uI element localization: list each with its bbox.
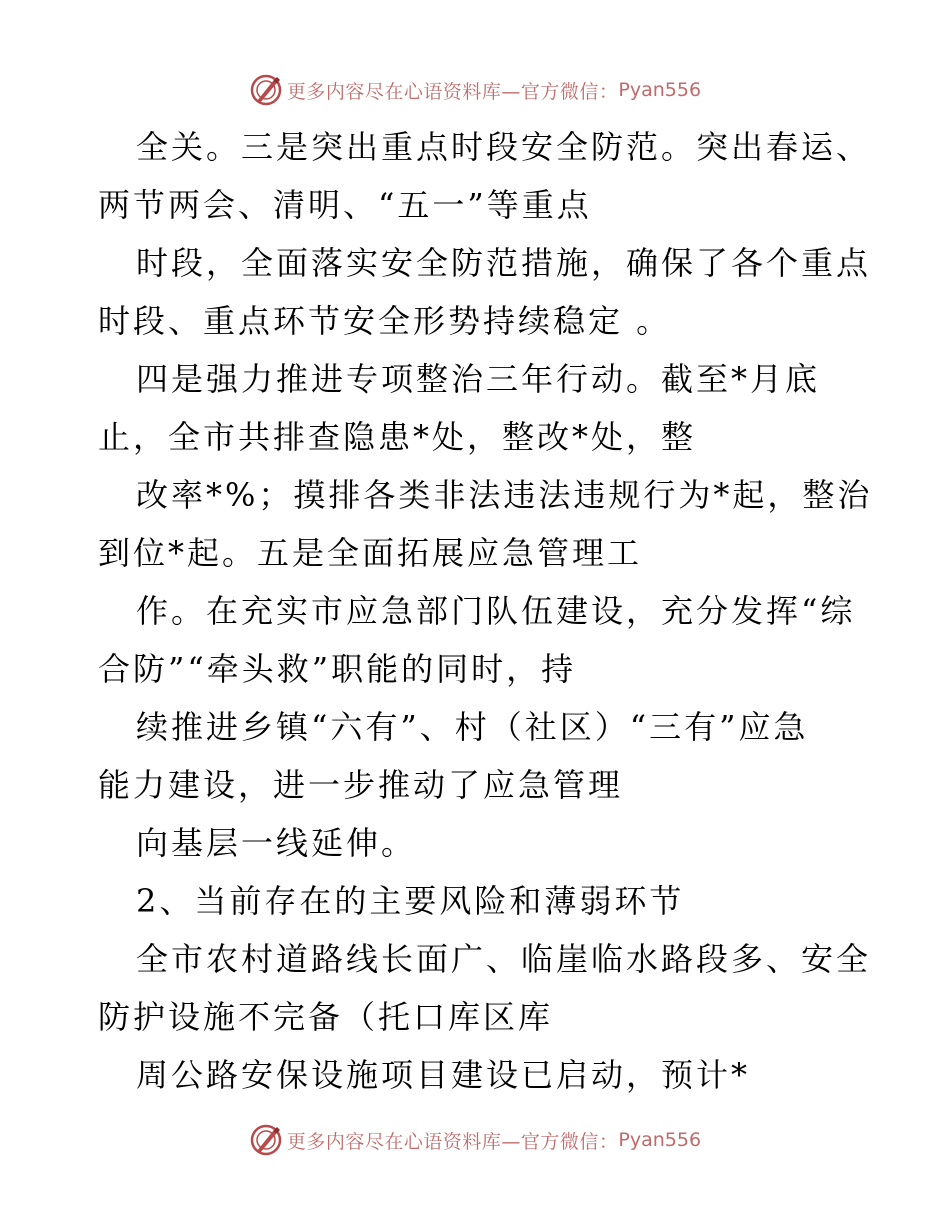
pen-logo-icon <box>249 73 283 107</box>
header-watermark <box>0 70 950 110</box>
text-line: 改率*%；摸排各类非法违法违规行为*起，整治 <box>136 476 873 514</box>
text-line: 时段、重点环节安全形势持续稳定 。 <box>98 302 672 340</box>
watermark-wechat-id: Pyan556 <box>618 1129 702 1151</box>
text-line: 向基层一线延伸。 <box>136 824 417 862</box>
text-line: 止，全市共排查隐患*处，整改*处，整 <box>98 418 697 456</box>
text-line: 续推进乡镇“六有”、村（社区）“三有”应急 <box>136 708 809 746</box>
text-line: 合防”“牵头救”职能的同时，持 <box>98 650 577 688</box>
text-line: 防护设施不完备（托口库区库 <box>98 998 554 1036</box>
text-line: 四是强力推进专项整治三年行动。截至*月底 <box>136 360 821 398</box>
text-line: 到位*起。五是全面拓展应急管理工 <box>98 534 643 572</box>
text-line: 作。在充实市应急部门队伍建设，充分发挥“综 <box>136 592 856 630</box>
watermark-text: 更多内容尽在心语资料库—官方微信： <box>286 80 619 103</box>
text-line: 全关。三是突出重点时段安全防范。突出春运、 <box>136 128 872 166</box>
pen-logo-icon <box>249 1123 283 1157</box>
text-line: 周公路安保设施项目建设已启动，预计* <box>136 1056 751 1094</box>
text-line: 全市农村道路线长面广、临崖临水路段多、安全 <box>136 940 872 978</box>
text-line: 能力建设，进一步推动了应急管理 <box>98 766 624 804</box>
footer-watermark <box>0 1120 950 1160</box>
text-line: 时段，全面落实安全防范措施，确保了各个重点 <box>136 244 872 282</box>
text-line: 两节两会、清明、“五一”等重点 <box>98 186 592 224</box>
watermark-text: 更多内容尽在心语资料库—官方微信： <box>286 1130 619 1153</box>
text-line: 2、当前存在的主要风险和薄弱环节 <box>136 882 685 920</box>
document-body <box>98 118 873 1104</box>
watermark-wechat-id: Pyan556 <box>618 79 702 101</box>
